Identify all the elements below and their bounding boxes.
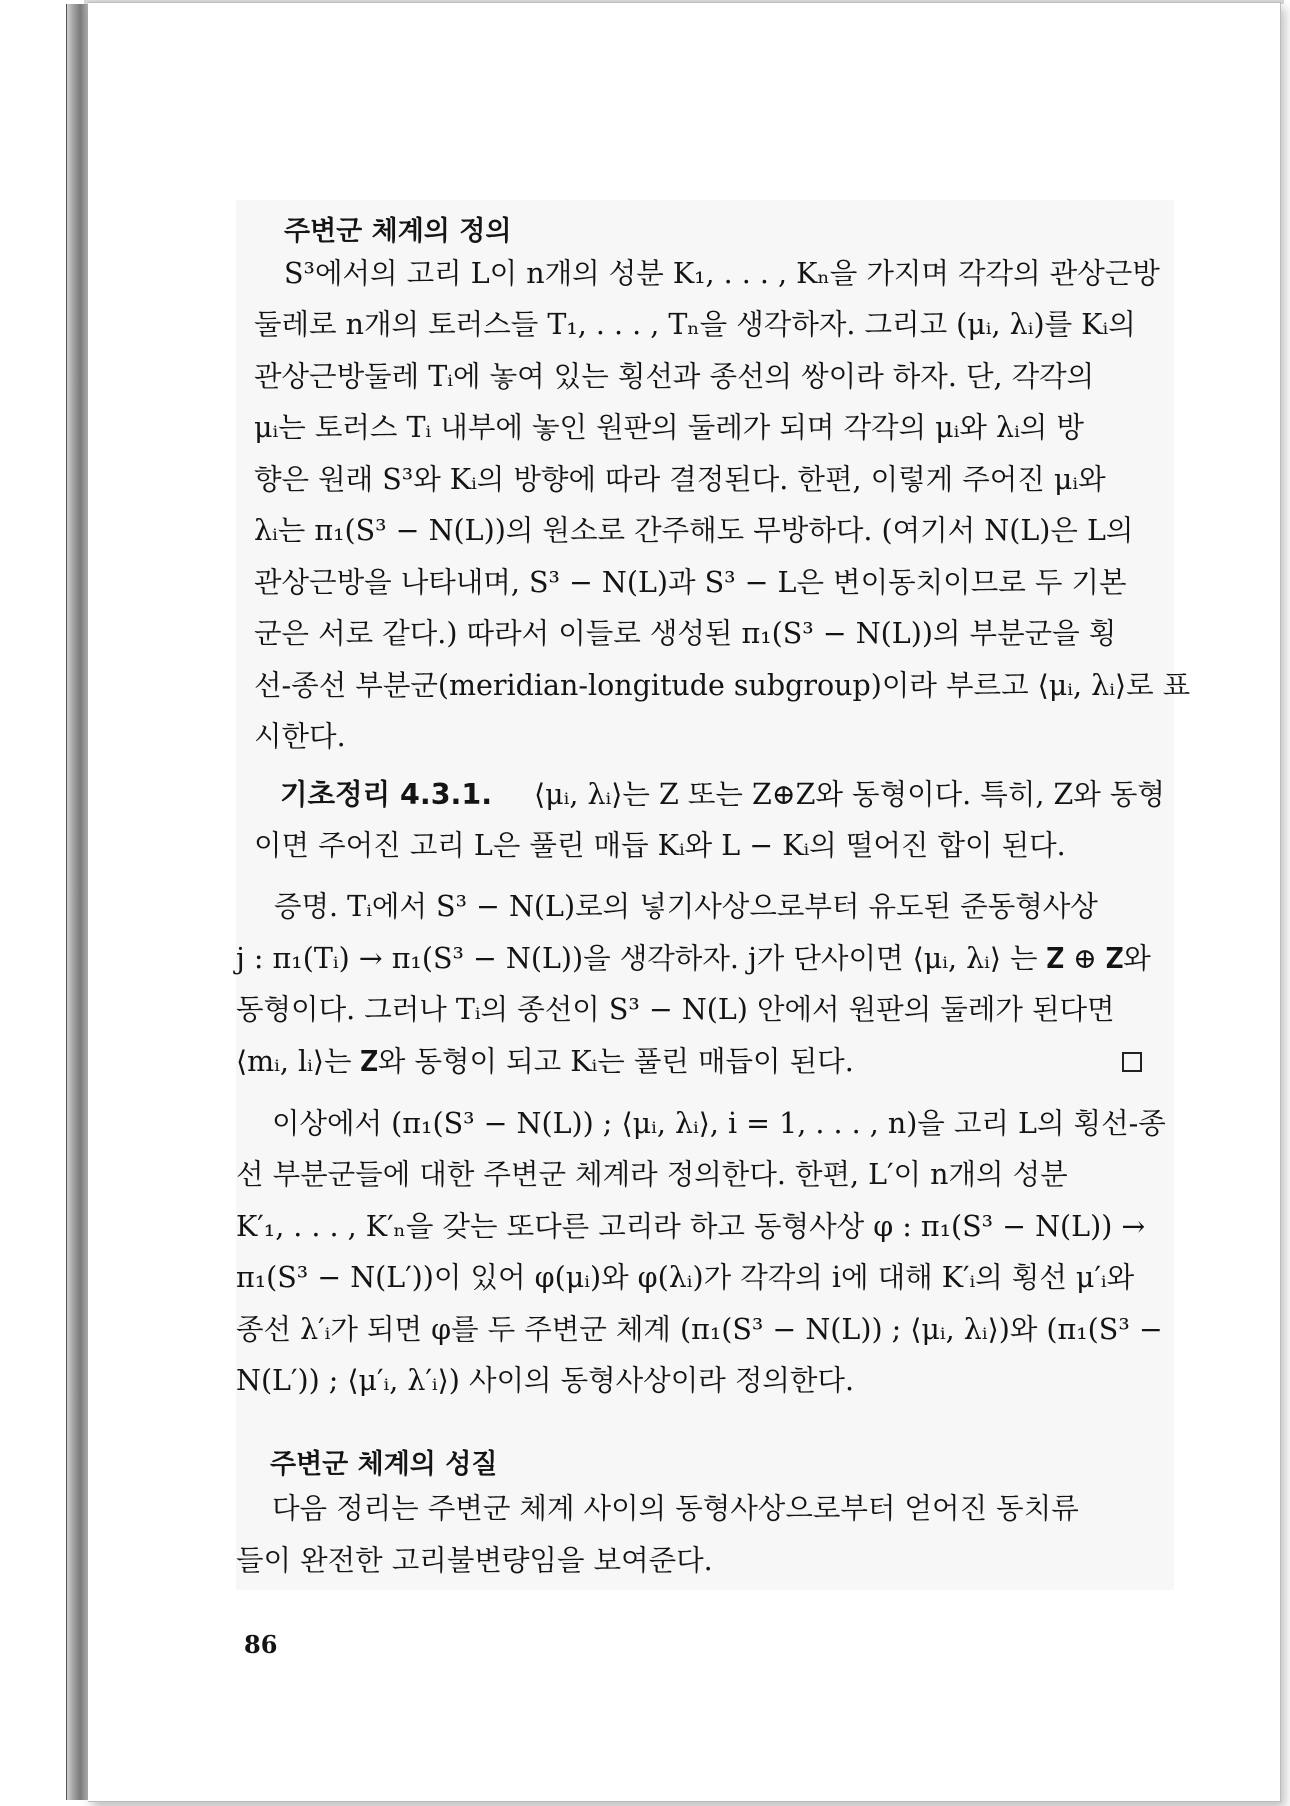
- page-number: 86: [244, 1630, 278, 1659]
- proof-line: 동형이다. 그러나 Tᵢ의 종선이 S³ − N(L) 안에서 원판의 둘레가 된다면: [236, 993, 1115, 1026]
- paragraph-line: 선-종선 부분군(meridian-longitude subgroup)이라 부르고 ⟨μᵢ, λᵢ⟩로 표: [254, 669, 1191, 702]
- definition-line: 종선 λ′ᵢ가 되면 φ를 두 주변군 체계 (π₁(S³ − N(L)) ; ⟨μᵢ, λᵢ⟩)와 (π₁(S³ −: [236, 1313, 1163, 1346]
- paragraph-line: 관상근방둘레 Tᵢ에 놓여 있는 횡선과 종선의 쌍이라 하자. 단, 각각의: [254, 360, 1095, 393]
- definition-line: K′₁, . . . , K′ₙ을 갖는 또다른 고리라 하고 동형사상 φ : π₁(S³ − N(L)) →: [236, 1210, 1146, 1243]
- section-heading-definition: 주변군 체계의 정의: [284, 216, 512, 247]
- definition-line: 선 부분군들에 대한 주변군 체계라 정의한다. 한편, L′이 n개의 성분: [236, 1158, 1068, 1191]
- proof-line: ⟨mᵢ, lᵢ⟩는 𝐙와 동형이 되고 Kᵢ는 풀린 매듭이 된다.: [236, 1045, 854, 1078]
- qed-box-icon: [1122, 1052, 1142, 1072]
- lemma-label: 기초정리 4.3.1.: [280, 778, 493, 811]
- paragraph-line: 군은 서로 같다.) 따라서 이들로 생성된 π₁(S³ − N(L))의 부분군을 횡: [254, 617, 1117, 650]
- text-block: [236, 200, 1191, 1590]
- paragraph-line: λᵢ는 π₁(S³ − N(L))의 원소로 간주해도 무방하다. (여기서 N(L)은 L의: [254, 514, 1134, 547]
- paragraph-line: 둘레로 n개의 토러스들 T₁, . . . , Tₙ을 생각하자. 그리고 (μᵢ, λᵢ)를 Kᵢ의: [254, 308, 1136, 341]
- section-heading-properties: 주변군 체계의 성질: [270, 1449, 498, 1480]
- proof-line: 증명. Tᵢ에서 S³ − N(L)로의 넣기사상으로부터 유도된 준동형사상: [274, 890, 1098, 923]
- paragraph-line: 관상근방을 나타내며, S³ − N(L)과 S³ − L은 변이동치이므로 두 기본: [254, 566, 1127, 599]
- proof-line: j : π₁(Tᵢ) → π₁(S³ − N(L))을 생각하자. j가 단사이면 ⟨μᵢ, λᵢ⟩ 는 𝐙 ⊕ 𝐙와: [236, 942, 1151, 975]
- paragraph-line: 다음 정리는 주변군 체계 사이의 동형사상으로부터 얻어진 동치류: [272, 1492, 1079, 1525]
- paragraph-line: 향은 원래 S³와 Kᵢ의 방향에 따라 결정된다. 한편, 이렇게 주어진 μᵢ와: [254, 463, 1106, 496]
- book-spine: [66, 4, 89, 1800]
- definition-line: π₁(S³ − N(L′))이 있어 φ(μᵢ)와 φ(λᵢ)가 각각의 i에 대해 K′ᵢ의 횡선 μ′ᵢ와: [236, 1261, 1135, 1294]
- paragraph-line: μᵢ는 토러스 Tᵢ 내부에 놓인 원판의 둘레가 되며 각각의 μᵢ와 λᵢ의 방: [254, 411, 1084, 444]
- definition-line: 이상에서 (π₁(S³ − N(L)) ; ⟨μᵢ, λᵢ⟩, i = 1, . . . , n)을 고리 L의 횡선-종: [272, 1107, 1166, 1140]
- paragraph-line: 들이 완전한 고리불변량임을 보여준다.: [236, 1544, 713, 1577]
- definition-line: N(L′)) ; ⟨μ′ᵢ, λ′ᵢ⟩) 사이의 동형사상이라 정의한다.: [236, 1364, 855, 1397]
- lemma-line: 이면 주어진 고리 L은 풀린 매듭 Kᵢ와 L − Kᵢ의 떨어진 합이 된다.: [254, 829, 1066, 862]
- paragraph-line: 시한다.: [254, 720, 346, 753]
- lemma-line: ⟨μᵢ, λᵢ⟩는 Z 또는 Z⊕Z와 동형이다. 특히, Z와 동형: [534, 778, 1165, 811]
- paragraph-line: S³에서의 고리 L이 n개의 성분 K₁, . . . , Kₙ을 가지며 각각의 관상근방: [284, 257, 1160, 290]
